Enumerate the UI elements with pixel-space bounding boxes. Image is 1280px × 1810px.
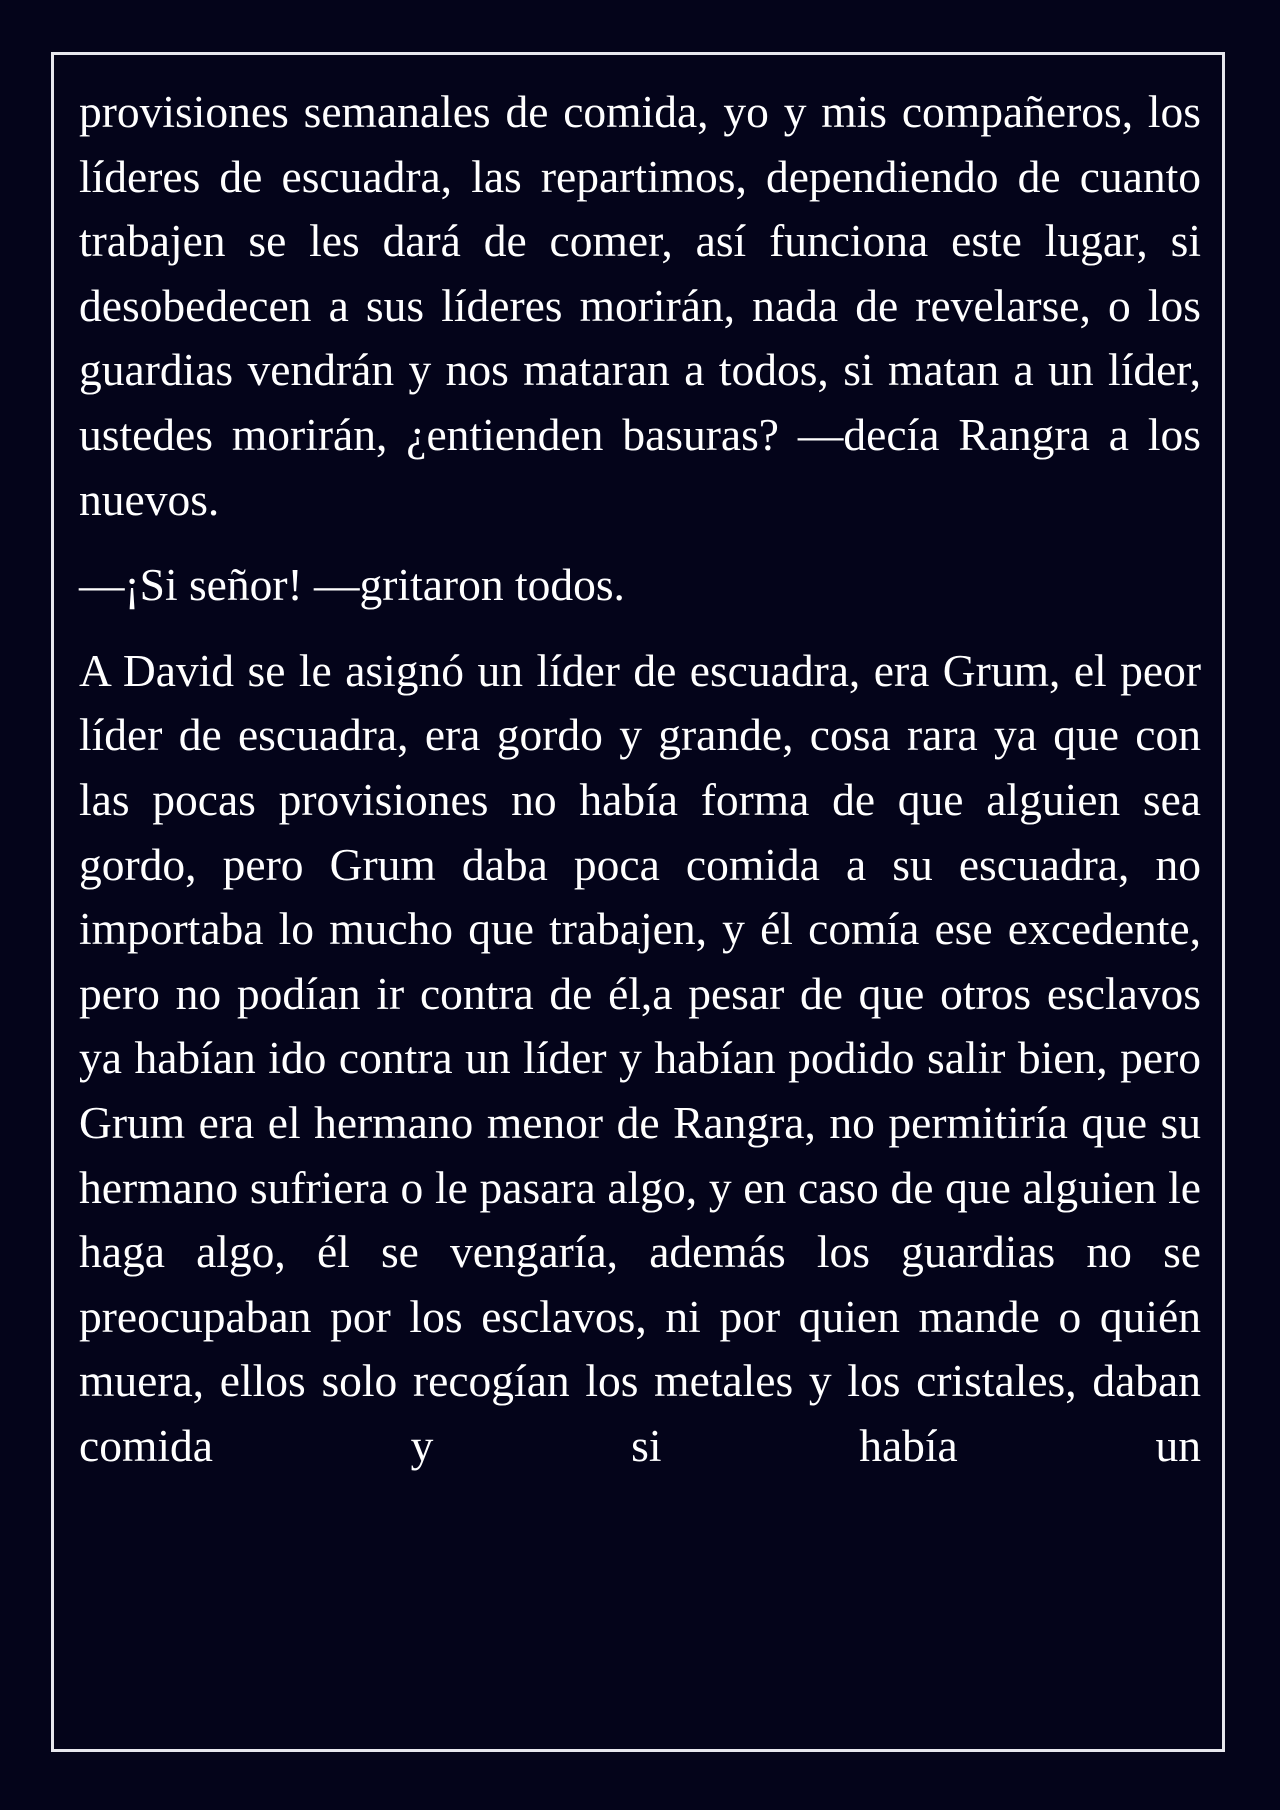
document-body [79, 80, 1201, 1478]
paragraph-rangra-speech: provisiones semanales de comida, yo y mis compañeros, los líderes de escuadra, las repartimos, dependiendo de cuanto trabajen se les dará de comer, así funciona este lugar, si desobedecen a sus líderes morirán, nada de revelarse, o los guardias vendrán y nos mataran a todos, si matan a un líder, ustedes morirán, ¿entienden basuras? —decía Rangra a los nuevos. [79, 86, 1201, 525]
paragraph-david-grum: A David se le asignó un líder de escuadra, era Grum, el peor líder de escuadra, era gordo y grande, cosa rara ya que con las pocas provisiones no había forma de que alguien sea gordo, pero Grum daba poca comida a su escuadra, no importaba lo mucho que trabajen, y él comía ese excedente, pero no podían ir contra de él,a pesar de que otros esclavos ya habían ido contra un líder y habían podido salir bien, pero Grum era el hermano menor de Rangra, no permitiría que su hermano sufriera o le pasara algo, y en caso de que alguien le haga algo, él se vengaría, además los guardias no se preocupaban por los esclavos, ni por quien mande o quién muera, ellos solo recogían los metales y los cristales, daban comida y si había un [79, 644, 1201, 1471]
paragraph-reply: —¡Si señor! —gritaron todos. [79, 559, 625, 611]
